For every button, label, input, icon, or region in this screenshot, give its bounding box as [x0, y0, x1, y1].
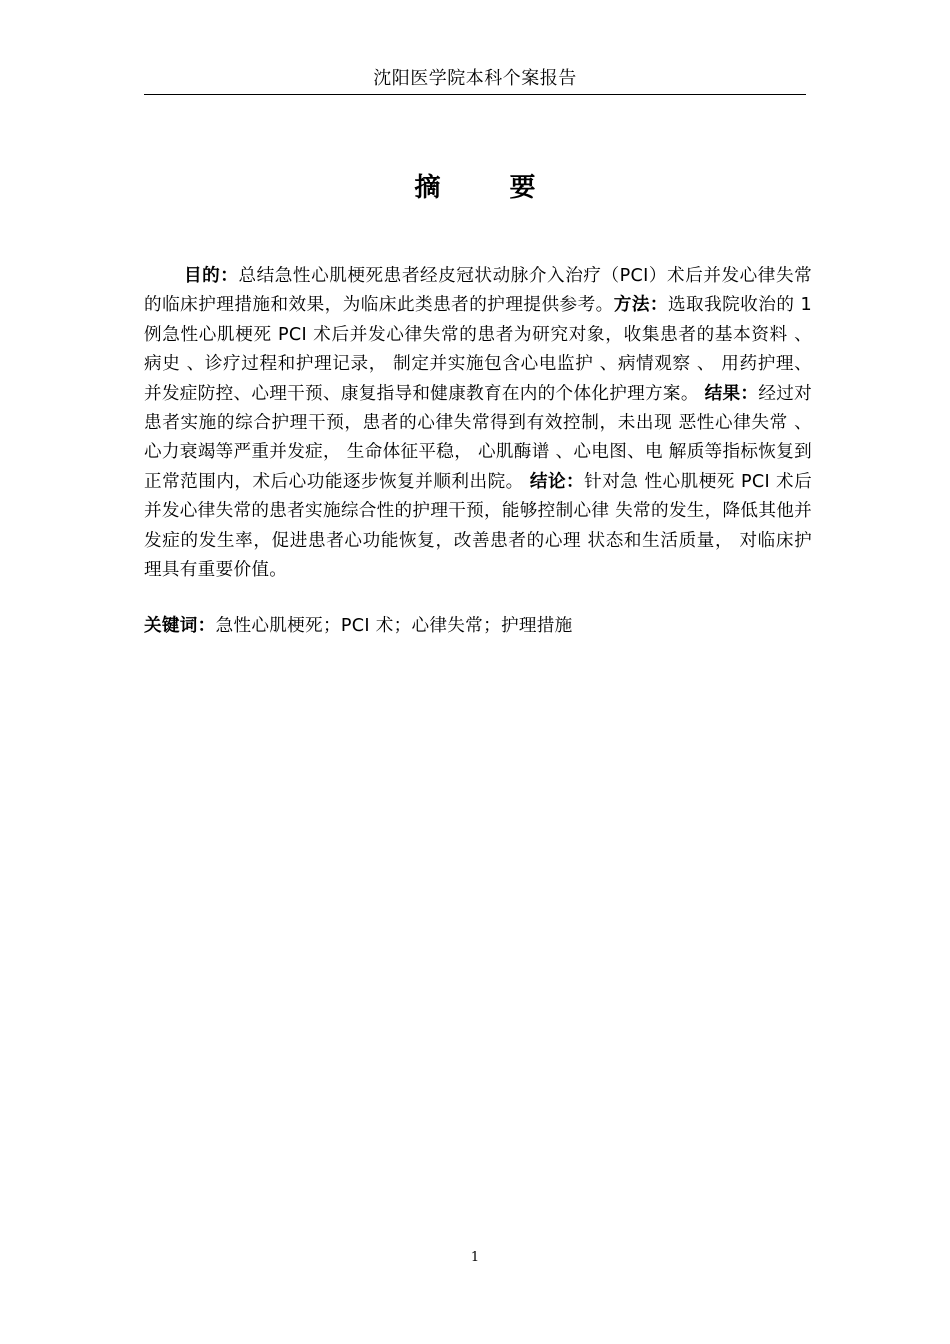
keywords-text: 急性心肌梗死；PCI 术；心律失常；护理措施: [215, 616, 573, 636]
conclusion-text: 针对急 性心肌梗死 PCI 术后并发心律失常的患者实施综合性的护理干预，能够控制心律 失常的发生，降低其他并发症的发生率，促进患者心功能恢复，改善患者的心理 状态和生活质量， 对临床护理具有重要价值。: [144, 471, 812, 581]
result-text: 经过对患者实施的综合护理干预，患者的心律失常得到有效控制，未出现 恶性心律失常 、心力衰竭等严重并发症， 生命体征平稳， 心肌酶谱 、心电图、电 解质等指标恢复到正常范围内，术后心功能逐步恢复并顺利出院。: [144, 383, 812, 492]
conclusion-label: 结论：: [529, 471, 585, 492]
keywords-label: 关键词：: [144, 616, 216, 636]
abstract-paragraph: [144, 262, 812, 585]
result-label: 结果：: [704, 383, 759, 404]
objective-label: 目的：: [184, 266, 239, 286]
method-label: 方法：: [613, 295, 668, 316]
abstract-title: 摘 要: [414, 173, 566, 203]
method-text: 选取我院收治的 1 例急性心肌梗死 PCI 术后并发心律失常的患者为研究对象，收集患者的基本资料 、病史 、诊疗过程和护理记录， 制定并实施包含心电监护 、病情观察 、 用药护理、并发症防控、心理干预、康复指导和健康教育在内的个体化护理方案。: [144, 295, 812, 404]
objective-text: 总结急性心肌梗死患者经皮冠状动脉介入治疗（PCI）术后并发心律失常的临床护理措施和效果，为临床此类患者的护理提供参考。: [144, 266, 812, 316]
running-header: 沈阳医学院本科个案报告: [373, 68, 577, 89]
page-number: 1: [470, 1250, 480, 1265]
header-rule: [144, 94, 806, 95]
keywords-line: [144, 612, 806, 641]
